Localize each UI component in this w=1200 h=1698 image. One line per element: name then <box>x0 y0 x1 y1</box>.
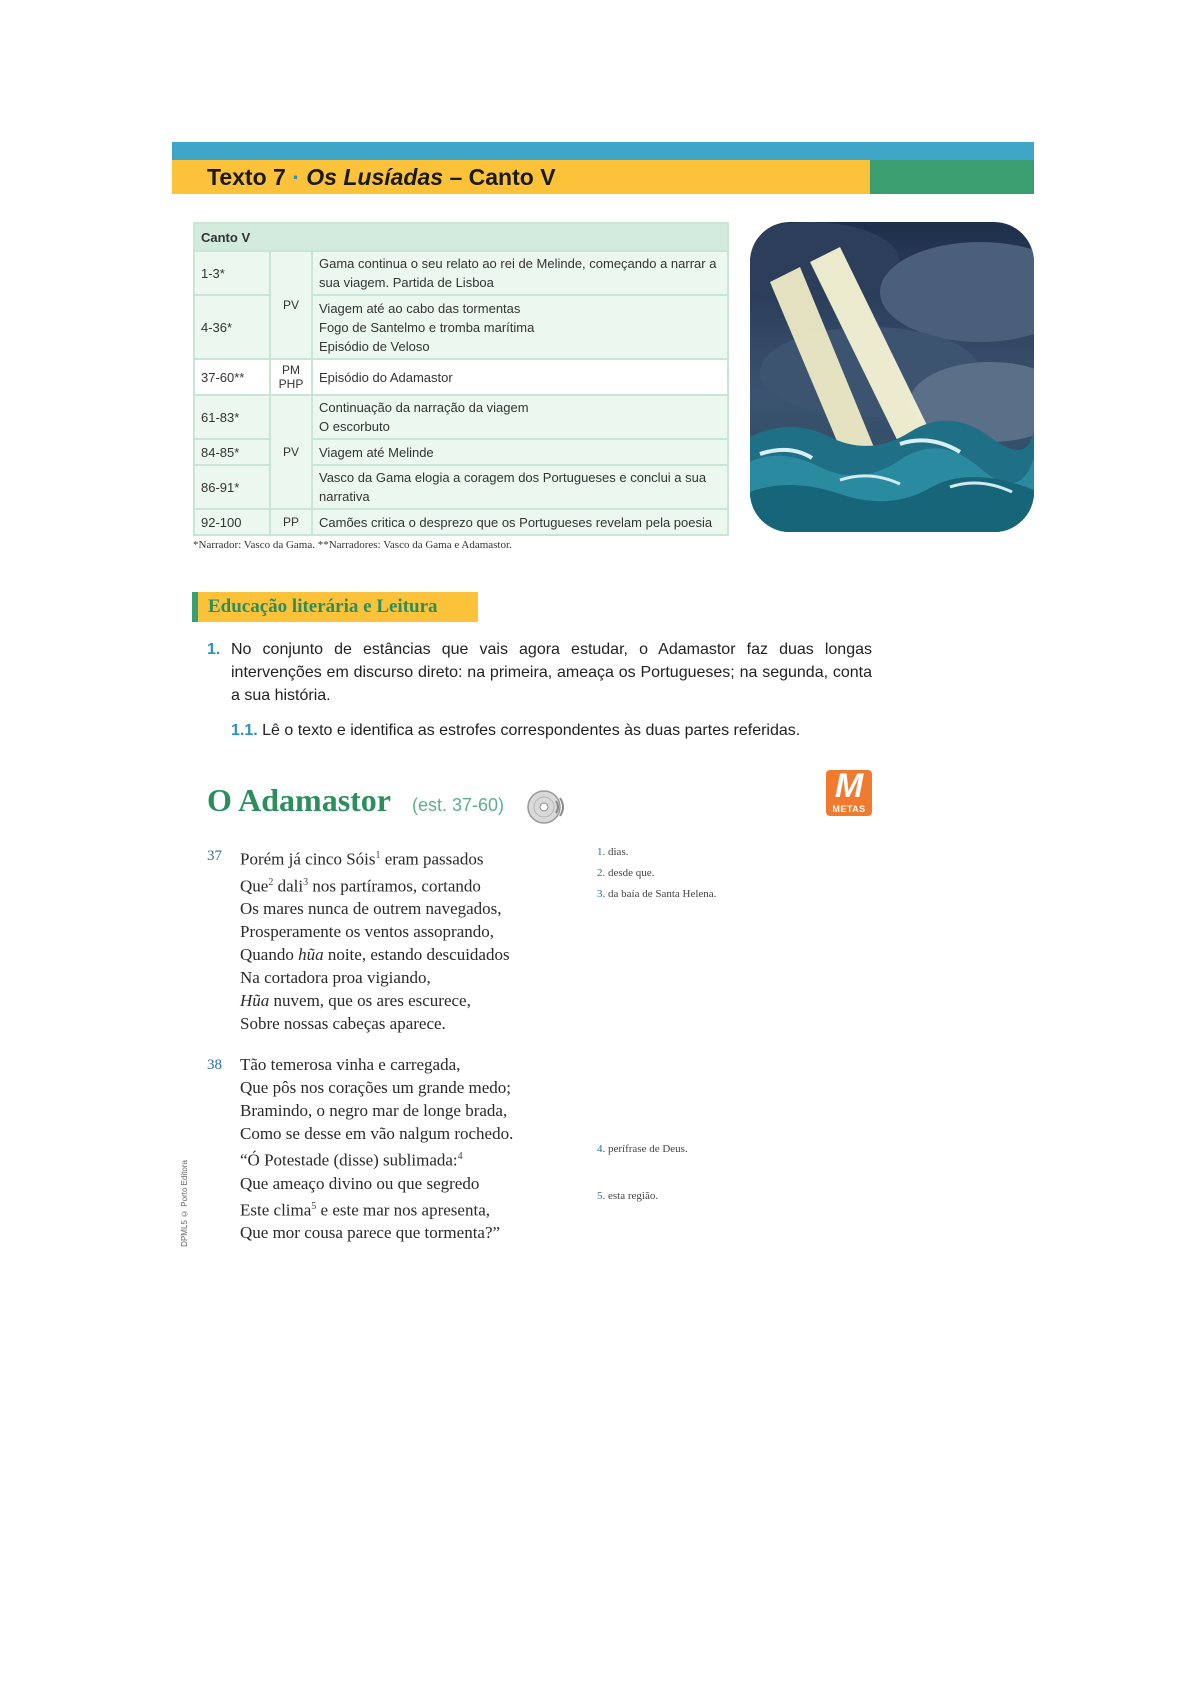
verse-line: Que ameaço divino ou que segredo <box>240 1173 480 1193</box>
desc-line: O escorbuto <box>319 419 390 434</box>
narrator-php: PHP <box>278 377 304 391</box>
verse-line <box>240 1195 513 1222</box>
footnote-text: dias. <box>608 846 629 858</box>
footnote <box>597 867 654 879</box>
verse-line: Como se desse em vão nalgum rochedo. <box>240 1124 514 1143</box>
verse-text: nos partíramos, cortando <box>308 876 481 896</box>
stanza-number: 38 <box>207 1057 222 1073</box>
table-cell-desc: Viagem até Melinde <box>312 439 728 465</box>
footnote-text: esta região. <box>608 1190 659 1202</box>
question-1-1-text: Lê o texto e identifica as estrofes correspondentes às duas partes referidas. <box>262 722 801 739</box>
verse-text: Porém já cinco Sóis <box>240 849 376 869</box>
verse-text: noite, estando descuidados <box>323 945 510 965</box>
verse-italic: Hũa <box>240 991 270 1011</box>
footnote-number: 5. <box>597 1190 606 1202</box>
footnote-number: 4. <box>597 1143 606 1155</box>
page-title <box>207 164 556 191</box>
desc-line: Fogo de Santelmo e tromba marítima <box>319 319 535 335</box>
table-cell-desc <box>312 395 728 439</box>
footnote-ref: 4 <box>457 1151 463 1162</box>
poem-title: O Adamastor <box>207 782 391 818</box>
section-label: Educação literária e Leitura <box>208 596 438 617</box>
table-header-row <box>194 223 728 251</box>
header-band-green <box>870 160 1034 194</box>
verse-line <box>240 1145 513 1172</box>
footnote-text: perífrase de Deus. <box>608 1143 688 1155</box>
header-band-blue <box>172 142 1034 160</box>
table-cell-narrator: PP <box>270 509 312 535</box>
metas-letter: M <box>834 767 864 805</box>
footnote <box>597 888 716 900</box>
footnote <box>597 846 628 858</box>
verse-line: Prosperamente os ventos assoprando, <box>240 922 495 942</box>
verse-italic: hũa <box>298 945 324 965</box>
table-cell-range: 1-3* <box>194 251 270 295</box>
verse-line <box>240 989 510 1012</box>
table-row <box>194 251 728 295</box>
title-canto: – Canto V <box>443 164 556 190</box>
metas-label: METAS <box>832 804 866 814</box>
table-heading: Canto V <box>194 223 728 251</box>
footnote-number: 1. <box>597 846 606 858</box>
table-cell-range: 92-100 <box>194 509 270 535</box>
title-work: Lusíadas <box>343 164 444 190</box>
verse-text: “Ó Potestade (disse) sublimada: <box>240 1150 458 1170</box>
copyright-notice: DPML5 © Porto Editora <box>180 1160 189 1247</box>
verse-text: dali <box>273 876 304 896</box>
verse-line <box>240 844 510 871</box>
question-1-1 <box>231 722 800 740</box>
verse-text: Este clima <box>240 1200 312 1220</box>
table-cell-range: 84-85* <box>194 439 270 465</box>
title-work-pre: Os <box>306 164 344 190</box>
storm-illustration <box>750 222 1034 532</box>
table-cell-desc: Camões critica o desprezo que os Portugueses revelam pela poesia <box>312 509 728 535</box>
table-cell-range: 37-60** <box>194 359 270 395</box>
table-row <box>194 509 728 535</box>
verse-text: Que <box>240 876 269 896</box>
verse-line: Que pôs nos corações um grande medo; <box>240 1078 511 1097</box>
table-cell-range: 4-36* <box>194 295 270 359</box>
question-1-number: 1. <box>207 641 221 658</box>
table-cell-desc <box>312 295 728 359</box>
question-1 <box>207 638 872 707</box>
question-1-text: No conjunto de estâncias que vais agora estudar, o Adamastor faz duas longas intervenções em discurso direto: na primeira, ameaça os Portugueses; na segunda, conta a sua história. <box>231 641 872 704</box>
verse-line <box>240 943 510 966</box>
footnote <box>597 1190 658 1202</box>
verse-line: Que mor cousa parece que tormenta?” <box>240 1223 501 1243</box>
verse-line: Bramindo, o negro mar de longe brada, <box>240 1101 508 1120</box>
title-separator: · <box>292 164 300 190</box>
verse-line: Sobre nossas cabeças aparece. <box>240 1014 446 1034</box>
table-cell-desc: Episódio do Adamastor <box>312 359 728 395</box>
table-cell-narrator: PV <box>270 395 312 509</box>
verse-line: Na cortadora proa vigiando, <box>240 968 431 988</box>
footnote-ref: 5 <box>311 1200 317 1212</box>
table-row <box>194 359 728 395</box>
verse-line: Tão temerosa vinha e carregada, <box>240 1055 461 1074</box>
footnote-ref: 1 <box>375 850 381 861</box>
table-cell-desc: Vasco da Gama elogia a coragem dos Portugueses e conclui a sua narrativa <box>312 465 728 509</box>
footnote-ref: 2 <box>268 876 274 888</box>
footnote-text: desde que. <box>608 867 655 879</box>
verse-text: Quando <box>240 945 299 965</box>
desc-line: Episódio de Veloso <box>319 338 430 354</box>
footnote-ref: 3 <box>303 876 309 888</box>
table-cell-range: 61-83* <box>194 395 270 439</box>
stanza-38 <box>240 1053 513 1244</box>
stanza-number: 37 <box>207 848 222 864</box>
verse-line <box>240 871 510 898</box>
table-cell-desc: Gama continua o seu relato ao rei de Melinde, começando a narrar a sua viagem. Partida de Lisboa <box>312 251 728 295</box>
table-footnote: *Narrador: Vasco da Gama. **Narradores: Vasco da Gama e Adamastor. <box>193 539 512 551</box>
poem-subtitle: (est. 37-60) <box>412 795 505 815</box>
table-cell-range: 86-91* <box>194 465 270 509</box>
footnote-number: 3. <box>597 888 606 900</box>
verse-line: Os mares nunca de outrem navegados, <box>240 899 502 919</box>
narrator-pm: PM <box>282 363 300 377</box>
footnote-number: 2. <box>597 867 606 879</box>
desc-line: Viagem até ao cabo das tormentas <box>319 300 521 316</box>
footnote-text: da baía de Santa Helena. <box>608 888 717 900</box>
footnote <box>597 1143 688 1155</box>
verse-text: eram passados <box>380 849 484 869</box>
verse-text: nuvem, que os ares escurece, <box>269 991 471 1011</box>
table-cell-narrator <box>270 359 312 395</box>
audio-cd-icon[interactable] <box>526 788 568 826</box>
verse-text: e este mar nos apresenta, <box>316 1200 490 1220</box>
stanza-37 <box>240 844 510 1035</box>
title-texto: Texto 7 <box>207 164 286 190</box>
table-cell-narrator: PV <box>270 251 312 359</box>
table-row <box>194 395 728 439</box>
desc-line: Continuação da narração da viagem <box>319 400 529 415</box>
question-1-1-number: 1.1. <box>231 722 258 739</box>
canto-summary-table <box>193 222 729 536</box>
